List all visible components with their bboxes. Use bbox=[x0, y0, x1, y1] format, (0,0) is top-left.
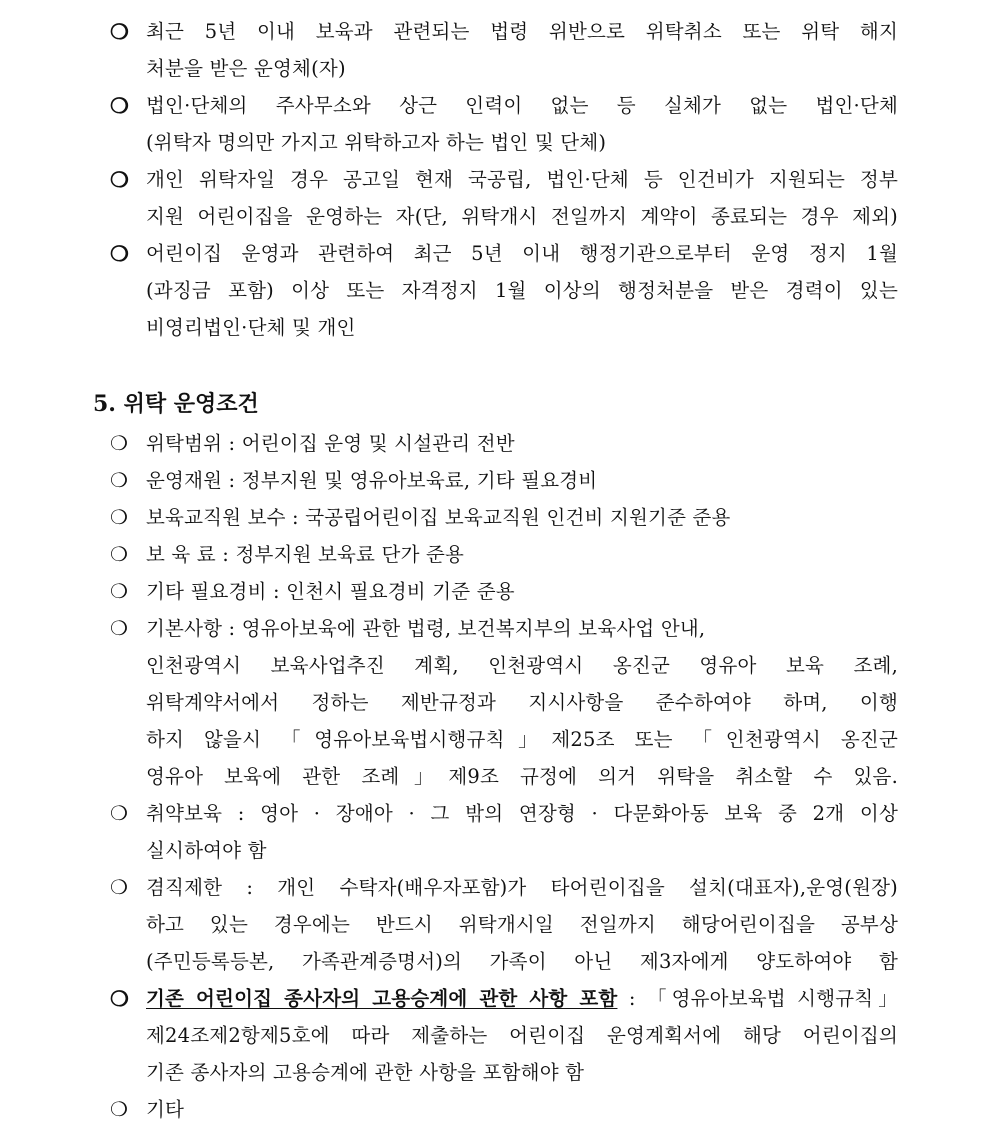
list-item-line: 실시하여야 함 bbox=[146, 839, 267, 862]
list-item bbox=[110, 462, 910, 499]
list-item-line: 위탁계약서에서 정하는 제반규정과 지시사항을 준수하여야 하며, 이행 bbox=[146, 691, 898, 714]
list-item-line: 취약보육 : 영아 · 장애아 · 그 밖의 연장형 · 다문화아동 보육 중 2개 이상 bbox=[146, 802, 898, 825]
list-item-line: 기존 종사자의 고용승계에 관한 사항을 포함해야 함 bbox=[146, 1061, 585, 1084]
lead-rest-text: : 「영유아보육법 시행규칙」 bbox=[617, 987, 898, 1010]
list-item-line: 하고 있는 경우에는 반드시 위탁개시일 전일까지 해당어린이집을 공부상 bbox=[146, 913, 898, 936]
list-item-line bbox=[146, 980, 898, 1017]
list-item bbox=[110, 1091, 910, 1128]
list-item bbox=[110, 13, 910, 87]
list-item-line: 법인·단체의 주사무소와 상근 인력이 없는 등 실체가 없는 법인·단체 bbox=[146, 94, 898, 117]
circle-bullet-icon: ❍ bbox=[110, 241, 129, 266]
circle-bullet-icon: ❍ bbox=[110, 616, 128, 640]
list-item-line: 겸직제한 : 개인 수탁자(배우자포함)가 타어린이집을 설치(대표자),운영(원장) bbox=[146, 876, 898, 899]
circle-bullet-icon: ❍ bbox=[110, 875, 128, 899]
list-item bbox=[110, 573, 910, 610]
list-item-line: 하지 않을시 「영유아보육법시행규칙」제25조 또는 「인천광역시 옹진군 bbox=[146, 728, 898, 751]
list-item bbox=[110, 425, 910, 462]
section-heading: 5. 위탁 운영조건 bbox=[93, 391, 259, 417]
list-item bbox=[110, 499, 910, 536]
list-item bbox=[110, 536, 910, 573]
list-item-line: 보육교직원 보수 : 국공립어린이집 보육교직원 인건비 지원기준 준용 bbox=[146, 506, 731, 529]
list-item-line: 최근 5년 이내 보육과 관련되는 법령 위반으로 위탁취소 또는 위탁 해지 bbox=[146, 20, 898, 43]
list-item-line: 위탁범위 : 어린이집 운영 및 시설관리 전반 bbox=[146, 432, 515, 455]
list-item-line: 운영재원 : 정부지원 및 영유아보육료, 기타 필요경비 bbox=[146, 469, 598, 492]
list-item-line: 지원 어린이집을 운영하는 자(단, 위탁개시 전일까지 계약이 종료되는 경우 제외) bbox=[146, 205, 898, 228]
list-item-line: (위탁자 명의만 가지고 위탁하고자 하는 법인 및 단체) bbox=[146, 131, 607, 154]
list-item bbox=[110, 161, 910, 235]
list-item-line: 보 육 료 : 정부지원 보육료 단가 준용 bbox=[146, 543, 465, 566]
list-item-line: 기타 bbox=[146, 1098, 185, 1121]
list-item bbox=[110, 87, 910, 161]
list-item-line: (주민등록등본, 가족관계증명서)의 가족이 아닌 제3자에게 양도하여야 함 bbox=[146, 950, 898, 973]
circle-bullet-icon: ❍ bbox=[110, 579, 128, 603]
circle-bullet-icon: ❍ bbox=[110, 468, 128, 492]
circle-bullet-icon: ❍ bbox=[110, 542, 128, 566]
list-item-line: 기타 필요경비 : 인천시 필요경비 기준 준용 bbox=[146, 580, 515, 603]
list-item bbox=[110, 610, 910, 795]
list-item-line: 개인 위탁자일 경우 공고일 현재 국공립, 법인·단체 등 인건비가 지원되는 정부 bbox=[146, 168, 898, 191]
circle-bullet-icon: ❍ bbox=[110, 1097, 128, 1121]
list-item-line: 기본사항 : 영유아보육에 관한 법령, 보건복지부의 보육사업 안내, bbox=[146, 617, 706, 640]
list-item-line: 비영리법인·단체 및 개인 bbox=[146, 316, 356, 339]
circle-bullet-icon: ❍ bbox=[110, 19, 129, 44]
list-item bbox=[110, 795, 910, 869]
list-item-line: 제24조제2항제5호에 따라 제출하는 어린이집 운영계획서에 해당 어린이집의 bbox=[146, 1024, 898, 1047]
list-item bbox=[110, 235, 910, 346]
circle-bullet-icon: ❍ bbox=[110, 505, 128, 529]
list-item bbox=[110, 869, 910, 980]
circle-bullet-icon: ❍ bbox=[110, 431, 128, 455]
list-item-line: 영유아 보육에 관한 조례」제9조 규정에 의거 위탁을 취소할 수 있음. bbox=[146, 765, 898, 788]
list-item bbox=[110, 980, 910, 1091]
circle-bullet-icon: ❍ bbox=[110, 167, 129, 192]
list-item-line: 어린이집 운영과 관련하여 최근 5년 이내 행정기관으로부터 운영 정지 1월 bbox=[146, 242, 898, 265]
list-item-line: (과징금 포함) 이상 또는 자격정지 1월 이상의 행정처분을 받은 경력이 있는 bbox=[146, 279, 898, 302]
circle-bullet-icon: ❍ bbox=[110, 986, 129, 1011]
circle-bullet-icon: ❍ bbox=[110, 801, 128, 825]
list-item-line: 처분을 받은 운영체(자) bbox=[146, 57, 346, 80]
list-item-line: 인천광역시 보육사업추진 계획, 인천광역시 옹진군 영유아 보육 조례, bbox=[146, 654, 898, 677]
underlined-lead-text: 기존 어린이집 종사자의 고용승계에 관한 사항 포함 bbox=[146, 987, 618, 1010]
circle-bullet-icon: ❍ bbox=[110, 93, 129, 118]
